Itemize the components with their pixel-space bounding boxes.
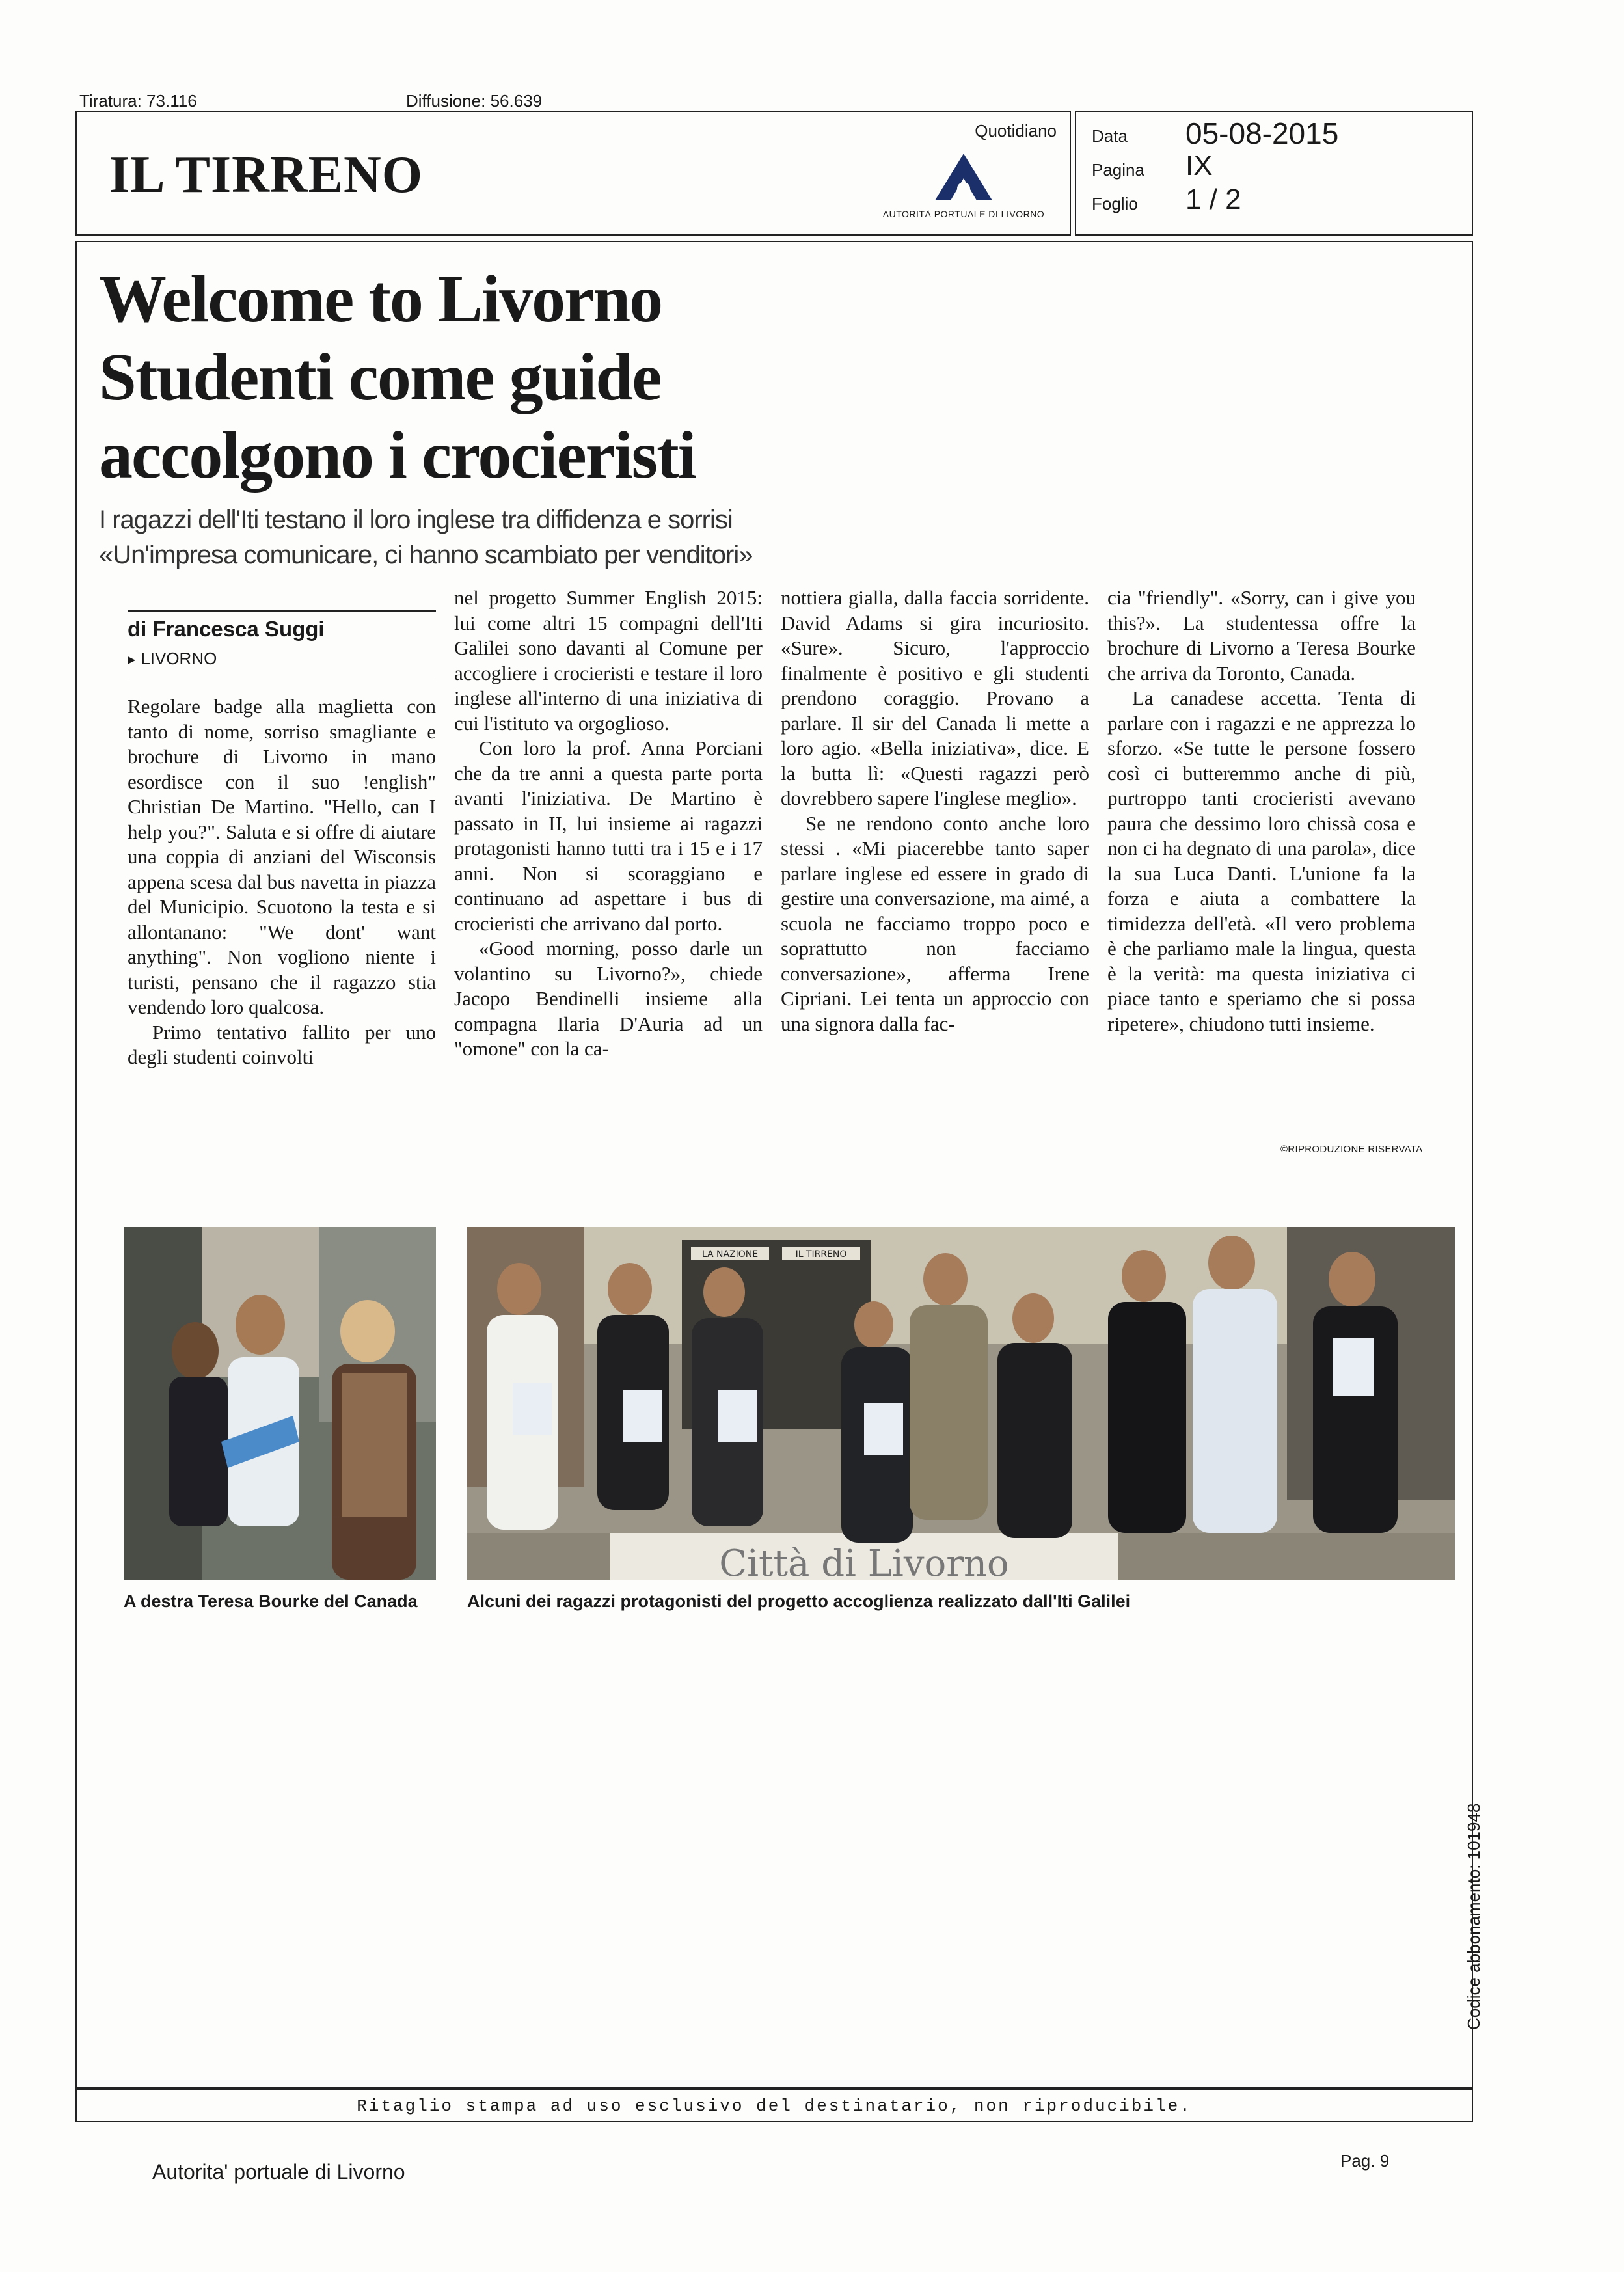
newspaper-name: IL TIRRENO: [109, 146, 424, 204]
frequency: Quotidiano: [975, 121, 1057, 141]
photo-banner-text: Città di Livorno: [719, 1543, 1009, 1580]
port-authority-logo-icon: [932, 151, 995, 203]
photo-right: [467, 1227, 1455, 1580]
article-column-2: [454, 586, 763, 1062]
photo-left-image: [124, 1227, 436, 1580]
subhead-line-2: «Un'impresa comunicare, ci hanno scambiato per venditori»: [99, 541, 753, 569]
sheet-value: 1 / 2: [1185, 183, 1241, 215]
sheet-label: Foglio: [1092, 194, 1138, 213]
headline: [99, 260, 696, 494]
dateline: ▶ LIVORNO: [128, 646, 436, 678]
paragraph: Regolare badge alla maglietta con tanto di nome, sorriso smagliante e brochure di Livorno in mano esordisce con il suo !english" Christian De Martino. "Hello, can I help you?". Saluta e si offre di aiutare una coppia di anziani del Wisconsis appena scesa dal bus navetta in piazza del Municipio. Scuotono la testa e si allontanano: "We dont' want anything". Non vogliono niente i turisti, pensano che il ragazzo stia vendendo loro qualcosa.: [128, 695, 436, 1018]
photo-right-image: [467, 1227, 1455, 1580]
page-value: IX: [1185, 150, 1213, 182]
page-label: Pagina: [1092, 160, 1144, 180]
subhead-line-1: I ragazzi dell'Iti testano il loro inglese tra diffidenza e sorrisi: [99, 506, 733, 534]
paragraph: nel progetto Summer English 2015: lui come altri 15 compagni dell'Iti Galilei sono davanti al Comune per accogliere i crocieristi e testare il loro inglese all'interno di una iniziativa di cui l'istituto va orgoglioso.: [454, 586, 763, 735]
date-label: Data: [1092, 126, 1128, 146]
date-value: 05-08-2015: [1185, 116, 1339, 150]
copyright-notice: ©RIPRODUZIONE RISERVATA: [1280, 1144, 1423, 1155]
headline-line-1: Welcome to Livorno: [99, 262, 662, 336]
paragraph: «Good morning, posso darle un volantino su Livorno?», chiede Jacopo Bendinelli insieme alla compagna Ilaria D'Auria ad un "omone" con la ca-: [454, 937, 763, 1060]
client-logo: [869, 151, 1058, 219]
photo-sign-2: IL TIRRENO: [795, 1249, 847, 1260]
page-number: Pag. 9: [1340, 2151, 1390, 2171]
photo-sign-1: LA NAZIONE: [701, 1249, 759, 1260]
caption-right: Alcuni dei ragazzi protagonisti del progetto accoglienza realizzato dall'Iti Galilei: [467, 1591, 1131, 1611]
clipping-notice: Ritaglio stampa ad uso esclusivo del destinatario, non riproducibile.: [75, 2089, 1473, 2122]
headline-line-3: accolgono i crocieristi: [99, 418, 696, 493]
masthead: [75, 111, 1071, 236]
date-box: [1075, 111, 1473, 236]
caption-left: A destra Teresa Bourke del Canada: [124, 1591, 418, 1611]
article-column-1: [128, 587, 436, 1070]
client-name: Autorita' portuale di Livorno: [152, 2160, 405, 2184]
paragraph: La canadese accetta. Tenta di parlare con i ragazzi e ne apprezza lo sforzo. «Se tutte le persone fossero così ci butteremmo anche di più, purtroppo tanti crocieristi avevano paura che dessimo loro chissà cosa e non ci ha degnato di una parola», dice la sua Luca Danti. L'unione fa la forza e aiuta a combattere la timidezza dell'età. «Il vero problema è che parliamo male la lingua, questa è la verità: ma questa iniziativa ci piace tanto e speriamo che si possa ripetere», chiudono tutti insieme.: [1107, 686, 1416, 1035]
paragraph: Con loro la prof. Anna Porciani che da tre anni a questa parte porta avanti l'iniziativa. De Martino è passato in II, lui insieme ai ragazzi protagonisti hanno tutti tra i 15 e i 17 anni. Non si scoraggiano e continuano ad aspettare i bus di crocieristi che arrivano dal porto.: [454, 737, 763, 935]
subheadline: [99, 502, 753, 573]
photo-left: [124, 1227, 436, 1580]
client-logo-caption: AUTORITÀ PORTUALE DI LIVORNO: [882, 209, 1045, 219]
paragraph: nottiera gialla, dalla faccia sorridente. David Adams si gira incuriosito. «Sure». Sicuro, l'approccio finalmente è positivo e gli studenti prendono coraggio. Provano a parlare. Il sir del Canada li mette a loro agio. «Bella iniziativa», dice. E la butta lì: «Questi ragazzi però dovrebbero sapere l'inglese meglio».: [781, 586, 1089, 809]
subscription-code: Codice abbonamento: 101948: [1464, 1803, 1483, 2030]
paragraph: cia "friendly". «Sorry, can i give you this?». La studentessa offre la brochure di Livorno a Teresa Bourke che arriva da Toronto, Canada.: [1107, 586, 1416, 684]
article-column-3: [781, 586, 1089, 1036]
article: [75, 241, 1473, 2089]
paragraph: Primo tentativo fallito per uno degli studenti coinvolti: [128, 1020, 436, 1068]
circulation: Diffusione: 56.639: [406, 91, 543, 111]
byline: di Francesca Suggi: [128, 610, 436, 642]
paragraph: Se ne rendono conto anche loro stessi . «Mi piacerebbe tanto saper parlare inglese ed essere in grado di gestire una conversazione, ma aimé, a scuola ne facciamo troppo poco e soprattutto non facciamo conversazione», afferma Irene Cipriani. Lei tenta un approccio con una signora dalla fac-: [781, 811, 1089, 1035]
print-run: Tiratura: 73.116: [79, 91, 197, 111]
article-column-4: [1107, 586, 1416, 1036]
headline-line-2: Studenti come guide: [99, 340, 661, 414]
